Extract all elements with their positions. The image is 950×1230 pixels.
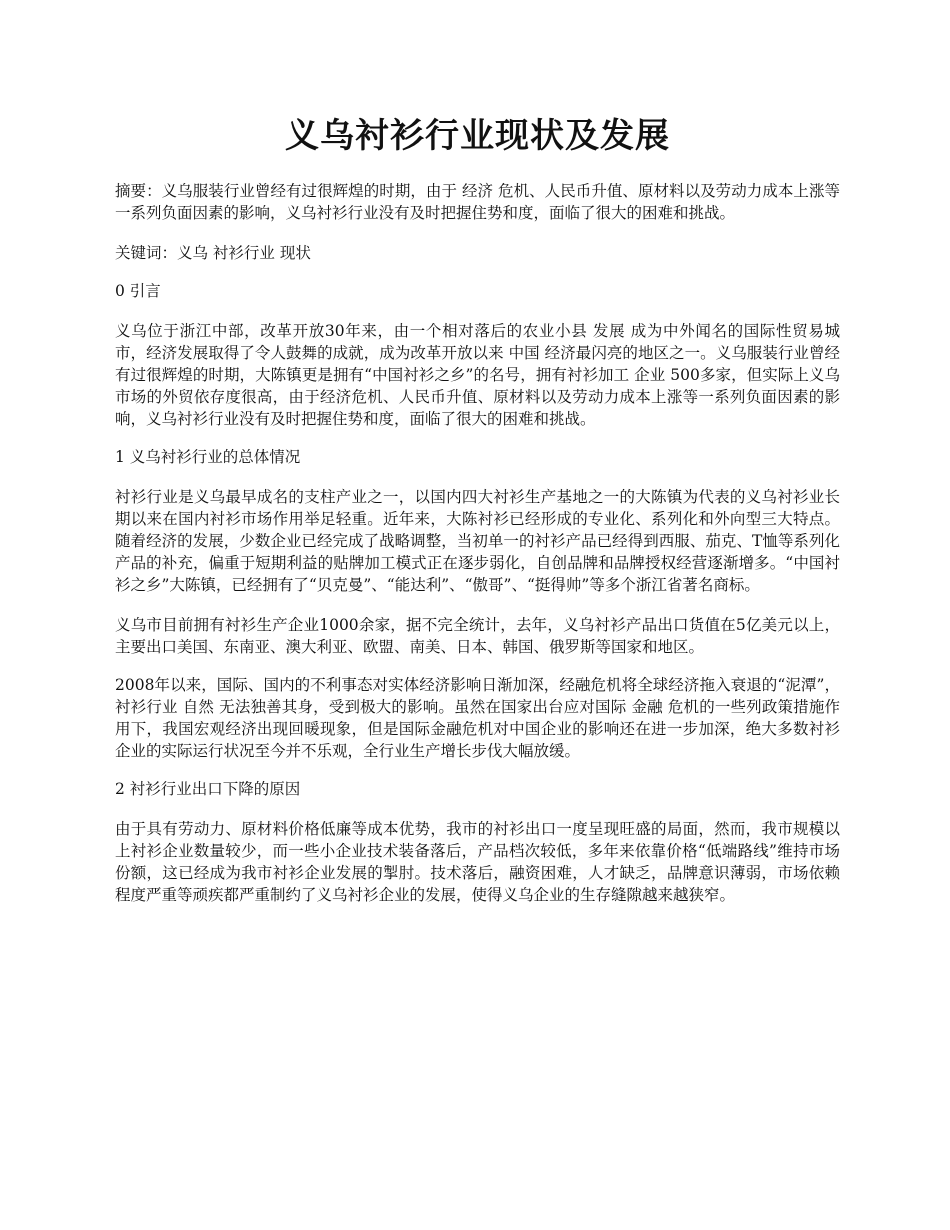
keywords-line: 关键词：义乌 衬衫行业 现状 xyxy=(115,244,311,262)
page-title: 义乌衬衫行业现状及发展 xyxy=(285,116,670,156)
section-heading-overview: 1 义乌衬衫行业的总体情况 xyxy=(115,448,301,466)
section-heading-introduction: 0 引言 xyxy=(115,282,161,300)
overview-paragraph-1: 衬衫行业是义乌最早成名的支柱产业之一，以国内四大衬衫生产基地之一的大陈镇为代表的义乌衬衫业长期以来在国内衬衫市场作用举足轻重。近年来，大陈衬衫已经形成的专业化、系列化和外向型三大特点。随着经济的发展，少数企业已经完成了战略调整，当初单一的衬衫产品已经得到西服、茄克、T恤等系列化产品的补充，偏重于短期利益的贴牌加工模式正在逐步弱化，自创品牌和品牌授权经营逐渐增多。“中国衬衫之乡”大陈镇，已经拥有了“贝克曼”、“能达利”、“傲哥”、“挺得帅”等多个浙江省著名商标。 xyxy=(115,488,840,594)
export-decline-paragraph: 由于具有劳动力、原材料价格低廉等成本优势，我市的衬衫出口一度呈现旺盛的局面，然而，我市规模以上衬衫企业数量较少，而一些小企业技术装备落后，产品档次较低，多年来依靠价格“低端路线”维持市场份额，这已经成为我市衬衫企业发展的掣肘。技术落后，融资困难，人才缺乏，品牌意识薄弱，市场依赖程度严重等顽疾都严重制约了义乌衬衫企业的发展，使得义乌企业的生存缝隙越来越狭窄。 xyxy=(115,820,840,904)
overview-paragraph-3: 2008年以来，国际、国内的不利事态对实体经济影响日渐加深，经融危机将全球经济拖入衰退的“泥潭”，衬衫行业 自然 无法独善其身，受到极大的影响。虽然在国家出台应对国际 金融 危机的一些列政策措施作用下，我国宏观经济出现回暖现象，但是国际金融危机对中国企业的影响还在进一步加深，绝大多数衬衫企业的实际运行状况至今并不乐观，全行业生产增长步伐大幅放缓。 xyxy=(115,676,840,760)
introduction-paragraph: 义乌位于浙江中部，改革开放30年来，由一个相对落后的农业小县 发展 成为中外闻名的国际性贸易城市，经济发展取得了令人鼓舞的成就，成为改革开放以来 中国 经济最闪亮的地区之一。义乌服装行业曾经有过很辉煌的时期，大陈镇更是拥有“中国衬衫之乡”的名号，拥有衬衫加工 企业 500多家，但实际上义乌市场的外贸依存度很高，由于经济危机、人民币升值、原材料以及劳动力成本上涨等一系列负面因素的影响，义乌衬衫行业没有及时把握住势和度，面临了很大的困难和挑战。 xyxy=(115,322,840,428)
section-heading-export-decline: 2 衬衫行业出口下降的原因 xyxy=(115,780,301,798)
overview-paragraph-2: 义乌市目前拥有衬衫生产企业1000余家，据不完全统计，去年，义乌衬衫产品出口货值在5亿美元以上，主要出口美国、东南亚、澳大利亚、欧盟、南美、日本、韩国、俄罗斯等国家和地区。 xyxy=(115,616,840,656)
abstract-paragraph: 摘要：义乌服装行业曾经有过很辉煌的时期，由于 经济 危机、人民币升值、原材料以及劳动力成本上涨等一系列负面因素的影响，义乌衬衫行业没有及时把握住势和度，面临了很大的困难和挑战。 xyxy=(115,182,840,222)
document-page xyxy=(115,0,840,906)
